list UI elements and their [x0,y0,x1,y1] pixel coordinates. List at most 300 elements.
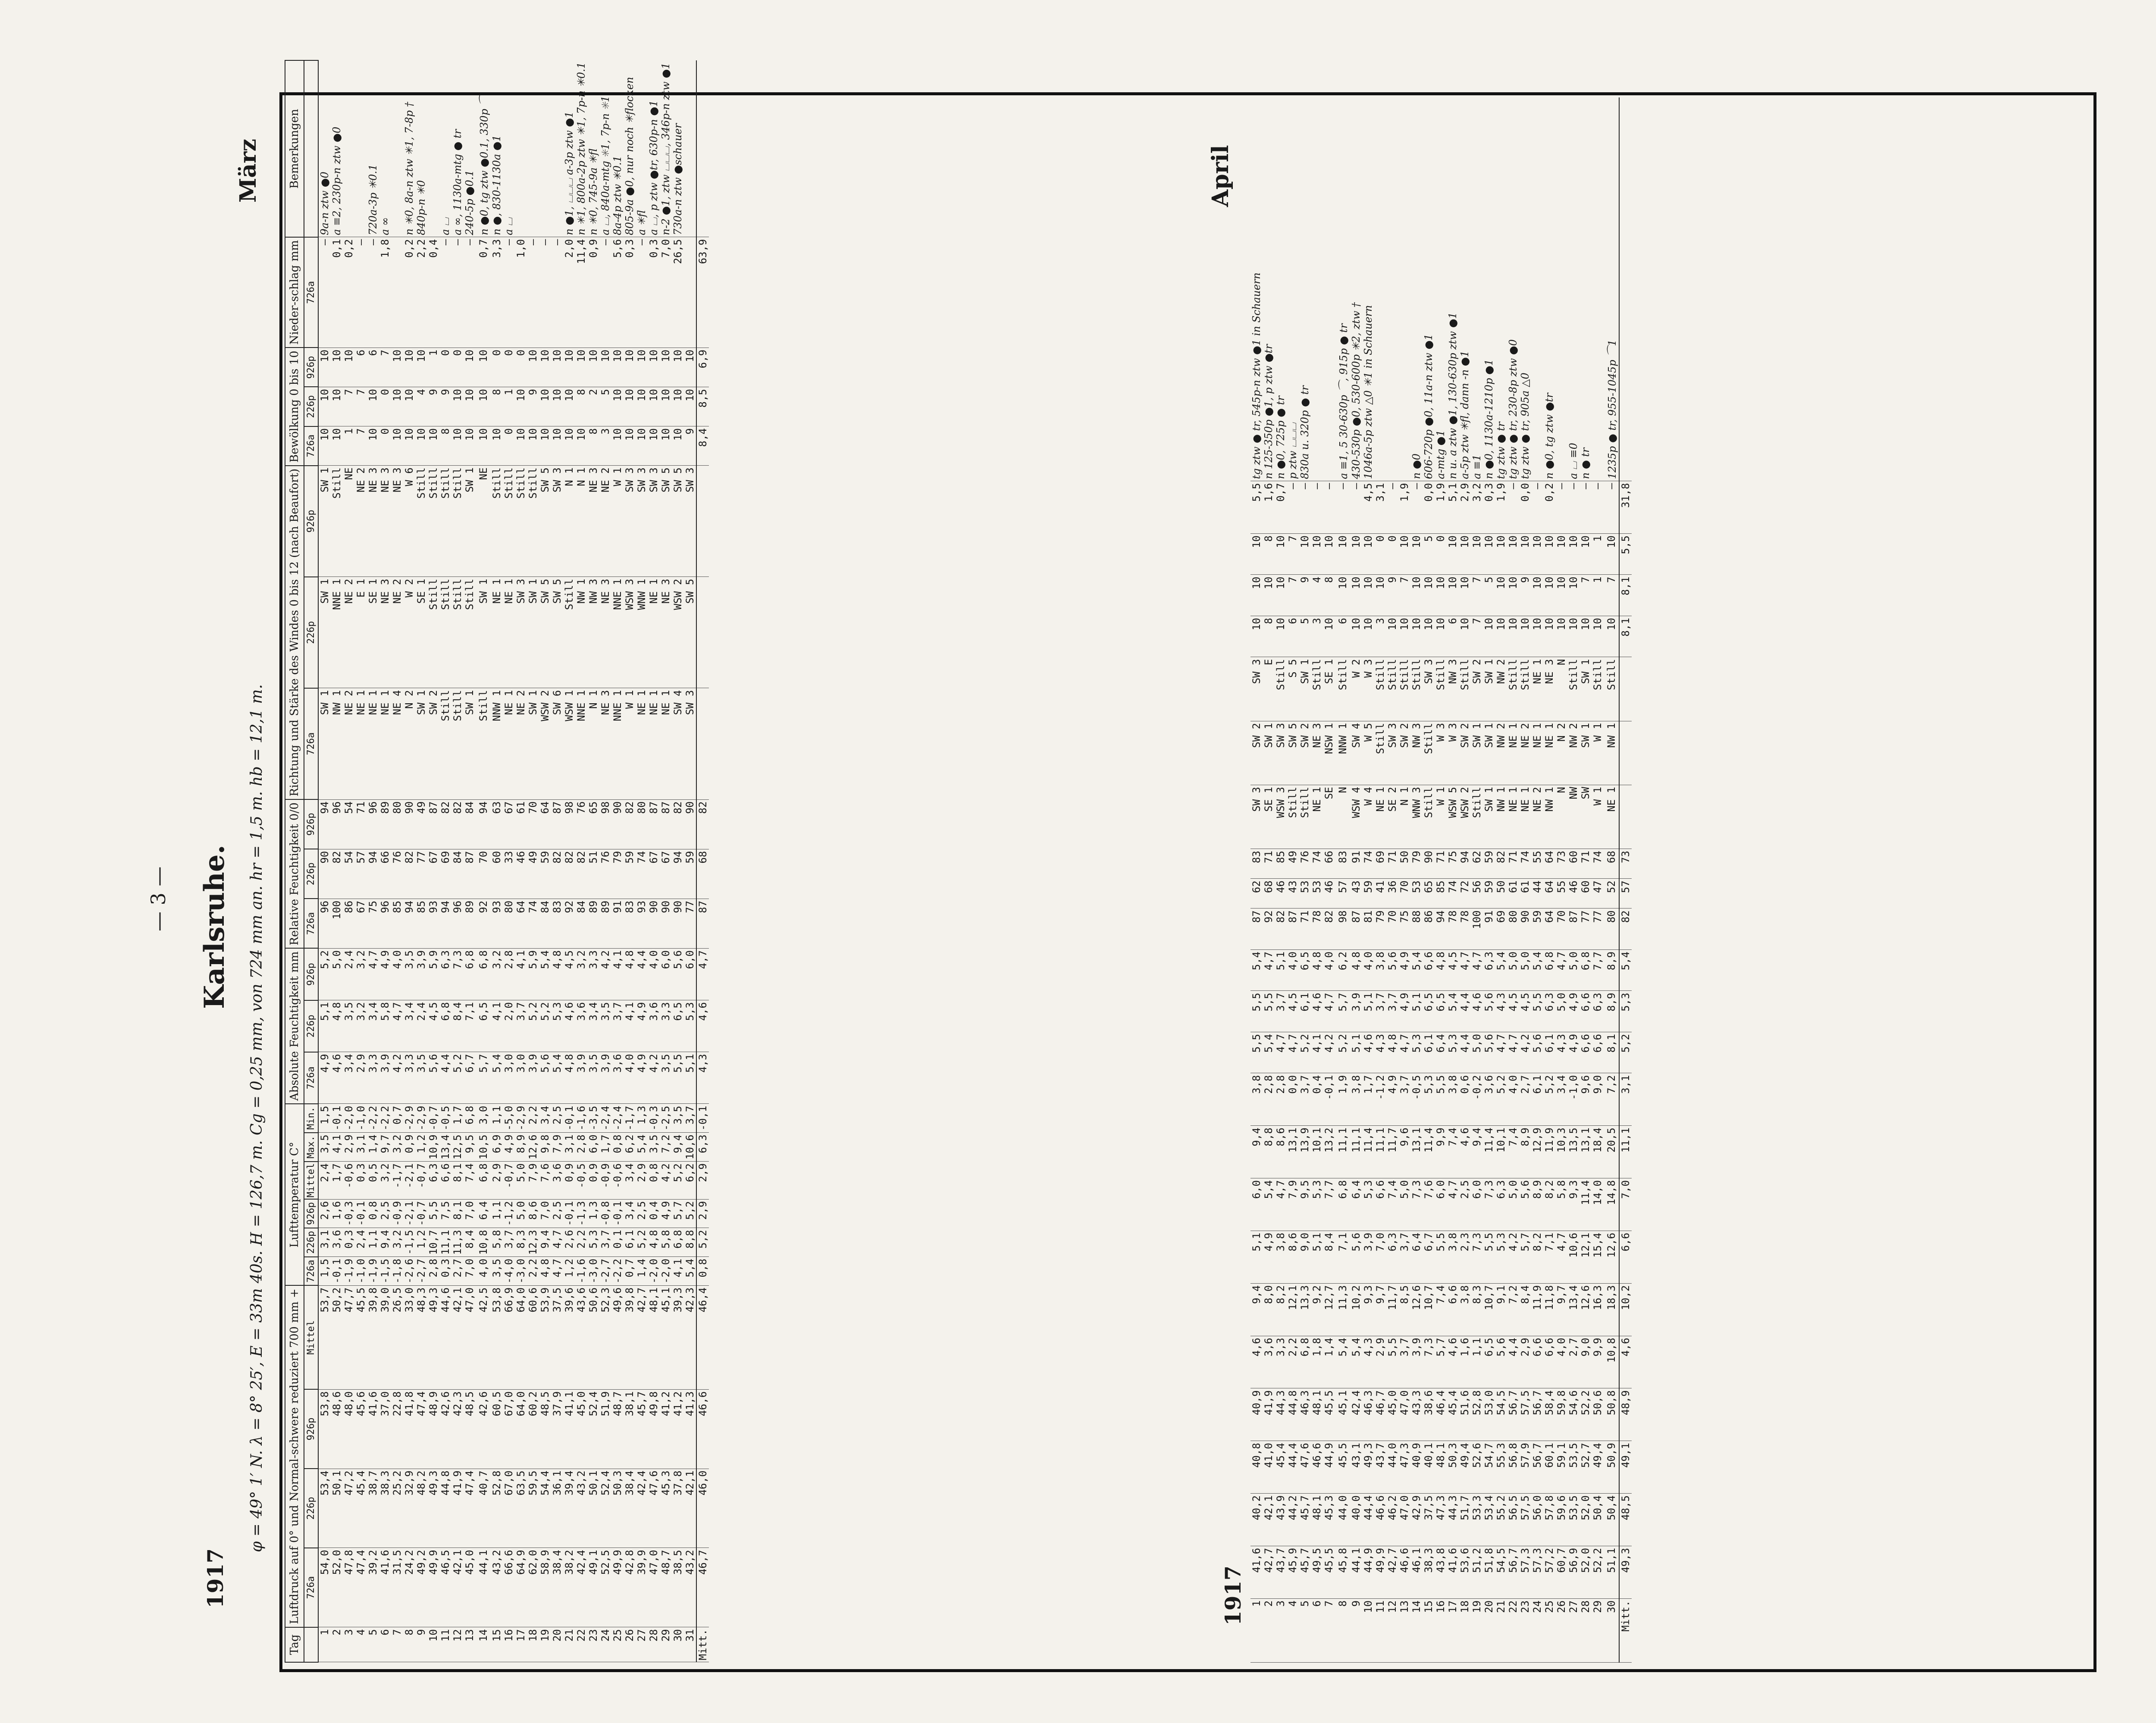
table-cell: 12,6 [1579,1283,1592,1336]
table-cell: 85 [391,899,403,948]
table-cell: 96 [367,799,379,849]
table-cell: 38,6 [1423,1388,1435,1441]
table-cell: 7,3 [1483,1178,1495,1231]
table-cell: 45,9 [1287,1546,1299,1598]
table-cell: 53,3 [1471,1494,1483,1546]
table-cell: 2,9 [696,1162,709,1199]
table-cell: 46,3 [1362,1388,1374,1441]
table-cell: 11 [439,1627,451,1662]
table-cell: 6,9 [696,348,709,387]
table-cell: SW 3 [515,577,527,688]
table-cell: 11,4 [1423,1126,1435,1178]
table-cell: -0,1 [331,1257,343,1286]
table-cell: 82 [563,849,575,899]
table-cell: 1,5 [318,1257,331,1286]
table-row [1323,97,1335,1663]
table-cell: 5,0 [1555,991,1567,1032]
table-cell: N 1 [575,466,587,577]
table-cell: 46,5 [439,1548,451,1627]
table-cell: 2 [587,387,599,426]
table-cell: 9,4 [1250,1126,1263,1178]
table-cell: 3,8 [1250,1073,1263,1126]
table-cell: 76 [1299,849,1311,879]
table-cell: 46,7 [696,1548,709,1627]
table-cell: 12,1 [1579,1231,1592,1283]
table-cell: 3,2 [575,948,587,1000]
table-cell: 0,3 [624,237,636,348]
table-cell: 50,9 [1604,1441,1619,1494]
table-cell: 84 [539,899,551,948]
table-cell: 52,0 [1579,1546,1592,1598]
table-cell: 64,0 [515,1389,527,1469]
table-cell: 1 [1592,575,1604,616]
table-cell: -1,5 [379,1257,391,1286]
table-cell: 100 [1471,908,1483,950]
table-cell: SW 2 [1299,721,1311,785]
table-cell: 13,5 [1567,1126,1579,1178]
table-cell: 10 [1435,575,1447,616]
table-cell: Still [1471,785,1483,849]
table-cell: Still [1287,785,1299,849]
table-cell: 6,1 [624,1228,636,1257]
table-cell [391,60,403,237]
table-cell: 1,7 [599,1133,611,1162]
table-cell: 9,7 [1555,1283,1567,1336]
table-cell: NE 1 [1311,785,1323,849]
table-cell: 0 [491,348,503,387]
table-cell [1619,657,1632,721]
table-cell: 7,7 [1592,949,1604,991]
table-cell: 0,1 [331,237,343,348]
table-cell: 44,9 [1362,1546,1374,1598]
table-cell: 9,0 [1592,1073,1604,1126]
table-row [391,60,403,1662]
table-cell: 7,3 [1423,1336,1435,1388]
table-cell: — [1299,481,1311,534]
table-cell: 7,2 [660,1133,672,1162]
table-cell: 4,5 [1507,991,1519,1032]
table-cell [343,60,355,237]
table-cell: 14 [476,1627,491,1662]
table-cell: 4,2 [391,1052,403,1104]
table-cell: 8,9 [1519,1126,1531,1178]
table-cell: 4,7 [1287,1032,1299,1073]
table-cell: 7,0 [464,1257,476,1286]
table-cell: SE 1 [1323,657,1335,721]
table-cell: 0 [439,348,451,387]
subheader-cell: 226p [304,849,318,899]
table-cell: 70 [1555,908,1567,950]
table-cell: Still [1459,657,1471,721]
table-row [318,60,331,1662]
table-cell: 41,1 [563,1389,575,1469]
table-cell: 5,5 [1250,481,1263,534]
table-cell: a ⌴, 840a-mtg ✳1, 7p-n ✳1 [599,60,611,237]
table-cell: 8 [1263,533,1275,575]
table-cell: -2,9 [415,1104,427,1133]
table-cell: 10 [391,426,403,466]
table-cell: 33,0 [403,1285,415,1389]
table-cell [684,237,696,348]
table-cell: 42,7 [636,1285,648,1389]
table-cell: 3,3 [587,948,599,1000]
table-cell: 94 [672,849,684,899]
table-cell: 6 [379,1627,391,1662]
table-cell: 85 [1435,879,1447,908]
table-cell: 51 [587,849,599,899]
table-cell: 10 [515,387,527,426]
table-cell: 3,2 [1471,481,1483,534]
table-cell: 10 [1386,616,1398,657]
table-cell: 76 [599,849,611,899]
table-cell: 1,5 [318,1104,331,1133]
table-cell: 98 [563,799,575,849]
table-cell: 9 [1386,575,1398,616]
table-row [503,60,515,1662]
table-cell: -0,8 [599,1199,611,1228]
table-cell: 2,2 [527,1257,539,1286]
table-cell: — [599,237,611,348]
table-cell: 9,2 [1311,1283,1323,1336]
table-cell: N 2 [403,688,415,799]
table-cell: 50 [1398,849,1410,879]
table-cell: 21 [563,1627,575,1662]
table-cell: 5 [367,1627,379,1662]
subheader-cell: 226p [304,387,318,426]
table-cell: — [1592,481,1604,534]
table-cell: 74 [1519,849,1531,879]
table-cell: 10 [1555,533,1567,575]
table-cell: 8,3 [1471,1283,1483,1336]
table-cell: 87 [1350,908,1362,950]
table-cell: 10 [1555,575,1567,616]
table-cell: 53,6 [1459,1546,1471,1598]
table-cell: 5,2 [318,948,331,1000]
table-cell: -2,1 [403,1162,415,1199]
table-cell: -2,0 [660,1257,672,1286]
table-cell: Still [503,466,515,577]
table-cell: 40,1 [1423,1441,1435,1494]
table-cell: 71 [1435,849,1447,879]
table-cell: 87 [464,849,476,899]
table-cell: 38,4 [551,1548,563,1627]
table-cell: 0,0 [1423,481,1435,534]
table-cell: 26,5 [672,237,684,348]
table-cell: 39,8 [624,1285,636,1389]
table-cell: 10 [1459,616,1471,657]
table-cell: 6,0 [1471,1178,1483,1231]
table-cell: -1,3 [575,1199,587,1228]
table-row [1555,97,1567,1663]
table-cell: 5,2 [636,1228,648,1257]
table-cell: 57,8 [1543,1494,1555,1546]
table-cell: SW 3 [648,466,660,577]
table-row [1447,97,1459,1663]
table-cell: 79 [1410,849,1423,879]
table-cell: Still [1398,657,1410,721]
table-cell: 11 [1374,1598,1386,1662]
table-cell: 47,6 [648,1469,660,1548]
table-cell: 44,2 [1287,1494,1299,1546]
table-cell: SE 1 [415,577,427,688]
table-cell: Still [1410,657,1423,721]
table-cell: 8,4 [464,1228,476,1257]
table-cell [1531,97,1543,481]
table-cell: 3,6 [611,1052,624,1104]
table-cell: 20 [1483,1598,1495,1662]
table-cell: 1046a-5p ztw △0 ✳1 in Schauern [1362,97,1374,481]
table-cell: 44,8 [1287,1388,1299,1441]
table-cell: 12,7 [1323,1283,1335,1336]
table-cell: 48,7 [660,1548,672,1627]
table-cell [551,60,563,237]
table-cell: 4,1 [611,948,624,1000]
table-cell: SW 1 [318,688,331,799]
table-cell: 44,8 [439,1469,451,1548]
table-cell: 11,4 [1362,1126,1374,1178]
table-cell: -0,3 [343,1199,355,1228]
table-cell: 45,7 [636,1389,648,1469]
table-cell: -1,2 [503,1199,515,1228]
table-cell: 5,3 [1362,1178,1374,1231]
table-cell: 3 [1275,1598,1287,1662]
table-cell: 3,1 [563,1133,575,1162]
table-cell: Still [451,688,464,799]
table-cell: 10 [1531,575,1543,616]
table-cell: 10 [1531,616,1543,657]
table-cell: 50,6 [587,1285,599,1389]
table-cell: 50,1 [587,1469,599,1548]
table-cell: 4,7 [1507,1032,1519,1073]
table-cell: 12,6 [527,1133,539,1162]
table-cell: 2,9 [355,1052,367,1104]
table-cell: 82 [331,849,343,899]
table-cell: W 6 [403,466,415,577]
table-row [563,60,575,1662]
table-cell: — [1287,481,1299,534]
table-cell: 36 [1386,879,1398,908]
table-cell: 13,2 [1323,1126,1335,1178]
table-cell: 16,3 [1592,1283,1604,1336]
table-cell: 86 [1423,908,1435,950]
table-cell: 38,1 [624,1389,636,1469]
table-cell: 0,2 [343,237,355,348]
table-cell: 10 [1435,616,1447,657]
table-cell: 61 [515,799,527,849]
table-cell: 3,5 [660,1052,672,1104]
table-cell: 10 [1410,616,1423,657]
table-cell: 3,2 [355,948,367,1000]
table-cell: 10 [1567,616,1579,657]
table-cell: SW 2 [1471,657,1483,721]
table-cell: 25 [1543,1598,1555,1662]
subheader-cell: 226p [304,577,318,688]
table-cell: 10 [331,426,343,466]
table-cell: 10 [1323,616,1335,657]
table-cell: 69 [1495,908,1507,950]
table-cell: 3,7 [1386,991,1398,1032]
table-cell: 46 [1567,879,1579,908]
table-cell: 8 [439,426,451,466]
table-cell: a ⌴ ≡0 [1567,97,1579,481]
table-cell: 3,5 [403,948,415,1000]
table-cell: 11,8 [1543,1283,1555,1336]
table-cell: 1,9 [1435,481,1447,534]
table-cell: 8 [491,387,503,426]
table-cell: 9,9 [1435,1126,1447,1178]
table-cell: 10 [1311,533,1323,575]
table-cell: 10,5 [476,1133,491,1162]
table-cell: 3,2 [491,948,503,1000]
table-cell: 67,0 [503,1469,515,1548]
table-cell: 10 [527,348,539,387]
table-cell: 52,2 [1592,1546,1604,1598]
subheader-cell: 926p [304,948,318,1000]
table-cell: 45,7 [1299,1546,1311,1598]
table-cell: -0,1 [611,1199,624,1228]
table-cell: 1,1 [1471,1336,1483,1388]
table-cell: — [1604,481,1619,534]
table-cell: 3,9 [527,1052,539,1104]
table-cell: -2,6 [403,1257,415,1286]
table-cell: 78 [1311,908,1323,950]
table-cell: 44,9 [1323,1441,1335,1494]
table-cell: 4,6 [1619,1336,1632,1388]
table-cell: NE [343,466,355,577]
table-cell: 3,9 [415,948,427,1000]
table-cell: a ⌴ [439,60,451,237]
table-cell: SW 5 [684,577,696,688]
table-cell: 48,2 [415,1469,427,1548]
table-cell: 82 [403,849,415,899]
table-cell: 68 [1263,879,1275,908]
table-cell: NNE 1 [575,688,587,799]
table-row [599,60,611,1662]
table-cell: 22 [575,1627,587,1662]
table-cell: 11,9 [1531,1283,1543,1336]
table-cell: 10 [1263,575,1275,616]
table-cell: NE 1 [1507,721,1519,785]
table-cell: 83 [1335,849,1350,879]
table-cell: Still [515,466,527,577]
table-cell: Still [1275,657,1287,721]
table-cell: 5,7 [1519,1231,1531,1283]
table-cell: 15 [1423,1598,1435,1662]
table-cell: 54 [343,849,355,899]
table-cell: -0,1 [355,1199,367,1228]
table-cell: 5,6 [1483,991,1495,1032]
table-cell: 5,4 [551,1052,563,1104]
table-cell: 48,9 [427,1389,439,1469]
table-cell: NE 3 [379,466,391,577]
table-cell: W 3 [1435,721,1447,785]
table-cell: 41,3 [684,1389,696,1469]
table-cell: 2,2 [415,237,427,348]
table-cell: 4,7 [1471,949,1483,991]
table-cell: 12 [451,1627,464,1662]
table-cell: 3,6 [648,1000,660,1052]
table-cell: NE 3 [1543,657,1555,721]
table-cell: 49,1 [1619,1441,1632,1494]
table-cell: 5,0 [331,948,343,1000]
table-cell: SW 3 [624,466,636,577]
table-cell: SW 3 [636,466,648,577]
table-cell [684,60,696,237]
table-cell: 64 [1543,908,1555,950]
table-cell: 46,2 [1386,1494,1398,1546]
table-cell: 7,0 [1619,1178,1632,1231]
subheader-cell: 926p [304,799,318,849]
table-cell: 1,1 [491,1199,503,1228]
table-cell: 3,7 [1275,991,1287,1032]
table-cell: 10 [575,348,587,387]
table-cell: 52,7 [1579,1441,1592,1494]
table-cell: 88 [1410,908,1423,950]
table-cell: 27 [636,1627,648,1662]
table-cell: 48,6 [331,1389,343,1469]
table-cell: 83 [624,899,636,948]
table-row [415,60,427,1662]
table-cell: 52,6 [1471,1441,1483,1494]
table-cell: -0,3 [648,1104,660,1133]
table-cell: 4,3 [1374,1032,1386,1073]
table-cell: 10 [427,1627,439,1662]
table-cell: 38,5 [672,1548,684,1627]
table-cell: N [1555,785,1567,849]
table-cell: 10 [318,348,331,387]
table-cell: 7 [1323,1598,1335,1662]
table-cell: 83 [1250,849,1263,879]
table-cell: 8,4 [451,1000,464,1052]
table-cell: 47,2 [343,1469,355,1548]
table-cell: -2,0 [343,1104,355,1133]
table-cell: 10 [427,426,439,466]
table-cell: 4,1 [491,1000,503,1052]
table-cell [1398,97,1410,481]
table-cell: 3,7 [515,1000,527,1052]
table-cell: WSW 5 [1447,785,1459,849]
table-cell: 62 [1471,849,1483,879]
table-cell: NW 2 [1567,721,1579,785]
table-cell: 82 [551,849,563,899]
table-cell: 4,7 [1459,949,1471,991]
table-cell: 40,2 [1250,1494,1263,1546]
table-cell: Still [1507,657,1519,721]
table-cell: 8 [1323,575,1335,616]
table-cell: 49,9 [427,1548,439,1627]
table-cell: 1,7 [1362,1073,1374,1126]
table-cell: 4,1 [515,948,527,1000]
table-cell: NW 2 [1495,657,1507,721]
table-cell: 5,6 [1531,1032,1543,1073]
table-cell: — [451,237,464,348]
table-cell: 5,2 [1299,1032,1311,1073]
table-cell: 77 [1592,908,1604,950]
table-cell: 56 [1471,879,1483,908]
table-cell: 8,6 [1275,1126,1287,1178]
table-cell: 37,9 [551,1389,563,1469]
table-cell: SW 3 [1250,657,1263,721]
table-cell: 100 [331,899,343,948]
subheader-cell: 726a [304,1257,318,1286]
table-cell: Still [427,466,439,577]
table-cell: 53,4 [318,1469,331,1548]
table-cell: 52,3 [599,1285,611,1389]
table-cell: Still [476,688,491,799]
table-cell: -2,4 [611,1104,624,1133]
table-cell: 4,7 [391,1000,403,1052]
table-cell: 6,1 [1543,1032,1555,1073]
